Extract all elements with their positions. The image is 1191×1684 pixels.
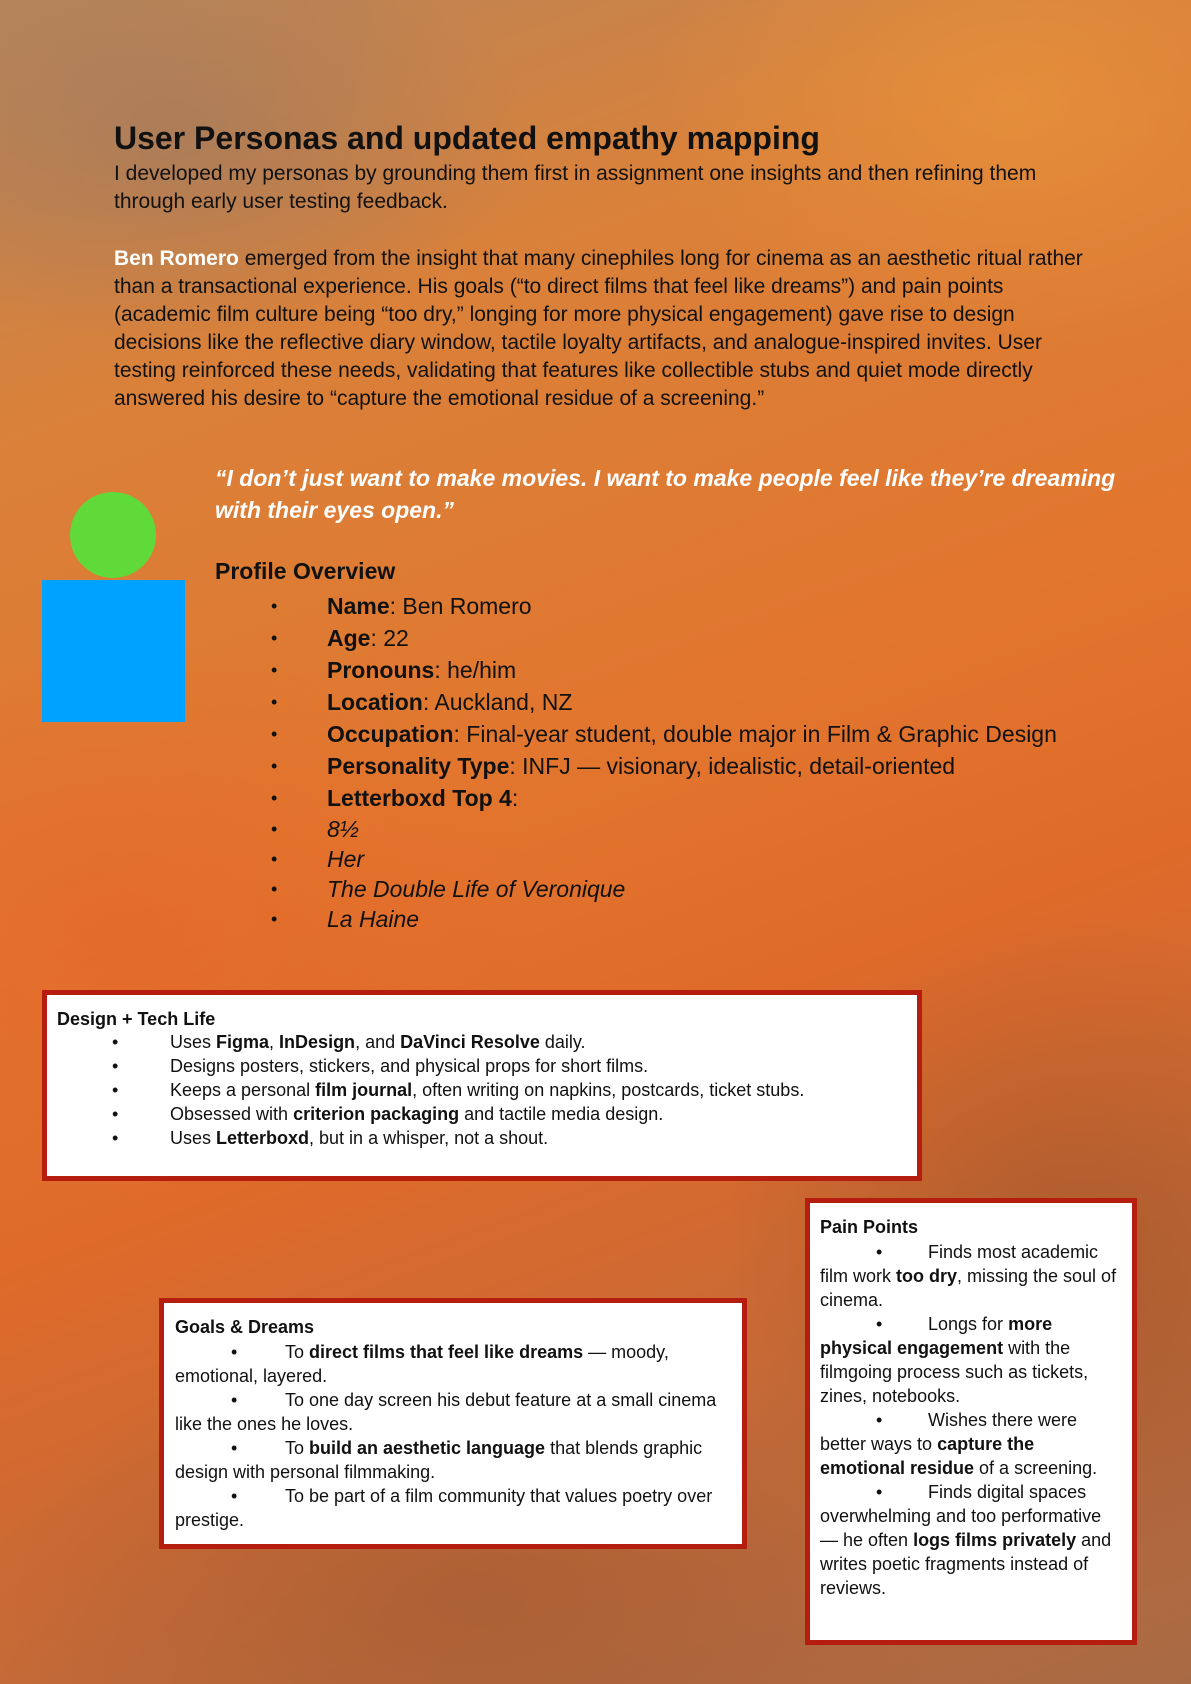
list-item: • Keeps a personal film journal, often writing on napkins, postcards, ticket stubs. [112,1080,805,1100]
film-item: • Her [271,846,365,872]
film-item: • 8½ [271,816,359,842]
page-title: User Personas and updated empathy mapping [114,120,820,156]
profile-item-letterboxd: • Letterboxd Top 4: [271,785,519,811]
profile-item-location: • Location: Auckland, NZ [271,689,573,715]
pain-points-list [820,1240,1124,1600]
goals-list [175,1340,732,1532]
persona-paragraph [114,245,1089,413]
avatar-head [70,492,156,578]
film-item: • The Double Life of Veronique [271,876,626,902]
goals-title: Goals & Dreams [175,1317,315,1337]
list-item: • To be part of a film community that values poetry over prestige. [175,1486,713,1530]
design-tech-title: Design + Tech Life [57,1009,216,1029]
intro-paragraph: I developed my personas by grounding them first in assignment one insights and then refining them through early user testing feedback. [114,162,1037,213]
list-item: • Obsessed with criterion packaging and tactile media design. [112,1104,664,1124]
list-item: • To build an aesthetic language that blends graphic design with personal filmmaking. [175,1438,703,1482]
list-item: • Wishes there were better ways to capture the emotional residue of a screening. [820,1410,1098,1478]
profile-item-pronouns: • Pronouns: he/him [271,657,517,683]
pain-points-title: Pain Points [820,1217,919,1237]
profile-item-occupation: • Occupation: Final-year student, double major in Film & Graphic Design [271,721,1057,747]
list-item: • To one day screen his debut feature at a small cinema like the ones he loves. [175,1390,717,1434]
list-item: • Uses Letterboxd, but in a whisper, not a shout. [112,1128,549,1148]
avatar-body [42,580,185,722]
persona-text: emerged from the insight that many cinephiles long for cinema as an aesthetic ritual rather than a transactional experience. His goals (“to direct films that feel like dreams”) and pain points (academic film culture being “too dry,” longing for more physical engagement) gave rise to design decisions like the reflective diary window, tactile loyalty artifacts, and analogue-inspired invites. User testing reinforced these needs, validating that features like collectible stubs and quiet mode directly answered his desire to “capture the emotional residue of a screening.” [114,247,1083,410]
persona-quote: “I don’t just want to make movies. I want to make people feel like they’re dreaming with their eyes open.” [215,465,1116,523]
pain-points-card [805,1198,1137,1645]
design-tech-card [42,990,922,1181]
list-item: • Finds digital spaces overwhelming and too performative — he often logs films privately and writes poetic fragments instead of reviews. [820,1482,1112,1598]
list-item: • Designs posters, stickers, and physical props for short films. [112,1056,649,1076]
design-tech-list [57,1030,917,1150]
list-item: • To direct films that feel like dreams — moody, emotional, layered. [175,1342,669,1386]
list-item: • Longs for more physical engagement with the filmgoing process such as tickets, zines, notebooks. [820,1314,1089,1406]
goals-card [159,1298,747,1549]
list-item: • Finds most academic film work too dry, missing the soul of cinema. [820,1242,1117,1310]
persona-name: Ben Romero [114,247,239,270]
profile-item-personality: • Personality Type: INFJ — visionary, idealistic, detail-oriented [271,753,956,779]
profile-item-age: • Age: 22 [271,625,409,651]
profile-overview-title: Profile Overview [215,558,396,584]
profile-item-name: • Name: Ben Romero [271,593,532,619]
list-item: • Uses Figma, InDesign, and DaVinci Resolve daily. [112,1032,586,1052]
profile-list [271,590,1186,934]
film-item: • La Haine [271,906,420,932]
